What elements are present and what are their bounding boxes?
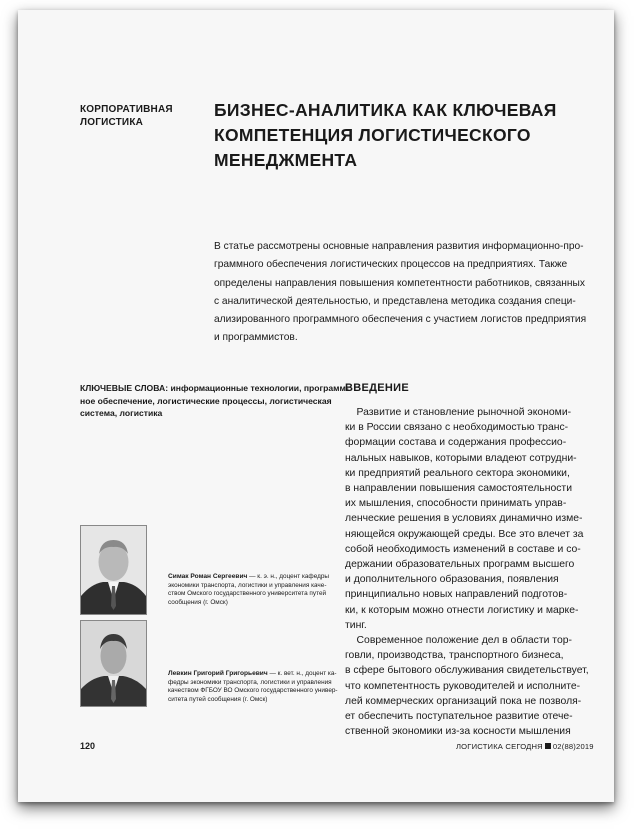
body-line: лей коммерческих организаций пока не позволя- [345,695,582,707]
body-line: Развитие и становление рыночной экономи- [345,407,572,418]
body-line: держании образовательных программ высшего [345,559,575,571]
bio-line: ситета путей сообщения (г. Омск) [168,695,268,703]
title-line: МЕНЕДЖМЕНТА [214,150,358,170]
section-heading: ВВЕДЕНИЕ [345,382,409,394]
body-line: тинг. [345,619,367,631]
rubric [80,103,190,129]
body-line: в сфере бытового обслуживания свидетельствует, [345,665,589,677]
body-line: ленческие решения в условиях динамично изме- [345,513,583,525]
bio-line: федры экономики транспорта, логистики и управления [168,678,332,686]
issue-number: 02(88)2019 [552,742,594,751]
body-line: в направлении повышения самостоятельности [345,483,572,495]
abstract-line: В статье рассмотрены основные направления развития информационно-про- [214,241,584,252]
bio-line: — к. э. н., доцент кафедры [247,573,329,580]
abstract-line: ализированного программного обеспечения с участием логистов предприятия [214,314,587,326]
abstract-line: граммного обеспечения логистических процессов на предприятиях. Также [214,259,568,271]
abstract-line: определены направления повышения компетентности работников, связанных [214,277,585,289]
journal-page [18,10,614,802]
bio-line: — к. вет. н., доцент ка- [267,670,337,677]
portrait-image [81,526,146,614]
keywords-line: КЛЮЧЕВЫЕ СЛОВА: информационные технологии, программ- [80,383,349,393]
bio-line: качеством ФГБОУ ВО Омского государственного универ- [168,687,338,695]
body-line: говли, производства, транспортного бизнеса, [345,650,564,662]
body-line: няющейся окружающей среды. Все это влечет за [345,528,584,540]
author-bio-1 [168,573,328,607]
body-line: ки предприятий реального сектора экономики, [345,467,570,479]
rubric-line: ЛОГИСТИКА [80,117,144,128]
author-bio-2 [168,670,338,704]
abstract-line: и программистов. [214,332,298,344]
keywords-line: система, логистика [80,408,163,418]
portrait-image [81,621,146,706]
journal-footer [456,742,594,751]
body-line: ственной экономики из-за косности мышления [345,726,571,738]
rubric-line: КОРПОРАТИВНАЯ [80,104,173,115]
title-line: КОМПЕТЕНЦИЯ ЛОГИСТИЧЕСКОГО [214,125,531,145]
author-photo-1 [80,525,147,615]
abstract-line: с аналитической деятельностью, и представлена методика создания специ- [214,295,576,307]
body-line: ет обеспечить поступательное развитие отече- [345,711,573,723]
author-name: Левкин Григорий Григорьевич [168,670,268,677]
body-line: ки, к которым можно отнести логистику и марке- [345,604,579,616]
keywords-line: ное обеспечение, логистические процессы, логистическая [80,395,332,406]
body-line: и дополнительного образования, появления [345,574,559,586]
body-line: их мышления, способности принимать управ- [345,498,567,510]
bio-line: экономики транспорта, логистики и управления каче- [168,581,327,589]
bio-line: сообщения (г. Омск) [168,598,228,606]
abstract [214,238,598,348]
body-line: ки в России связано с необходимостью транс- [345,422,569,434]
body-line: что компетентность руководителей и исполните- [345,680,581,692]
keywords [80,382,349,420]
body-text [345,405,605,739]
square-separator-icon [545,743,551,749]
body-line: Современное положение дел в области тор- [345,635,572,647]
body-line: принципиально новых направлений подготов- [345,589,568,601]
title-line: БИЗНЕС-АНАЛИТИКА КАК КЛЮЧЕВАЯ [214,100,557,120]
body-line: собой необходимость изменений в составе и со- [345,543,581,555]
article-title [214,98,604,173]
body-line: формации состава и содержания профессио- [345,437,567,449]
body-line: нальных навыков, которыми владеют сотрудни- [345,452,577,464]
bio-line: ством Омского государственного университета путей [168,590,327,598]
journal-name: ЛОГИСТИКА СЕГОДНЯ [456,742,543,751]
author-photo-2 [80,620,147,707]
page-number: 120 [80,741,96,751]
author-name: Симак Роман Сергеевич [168,573,248,580]
